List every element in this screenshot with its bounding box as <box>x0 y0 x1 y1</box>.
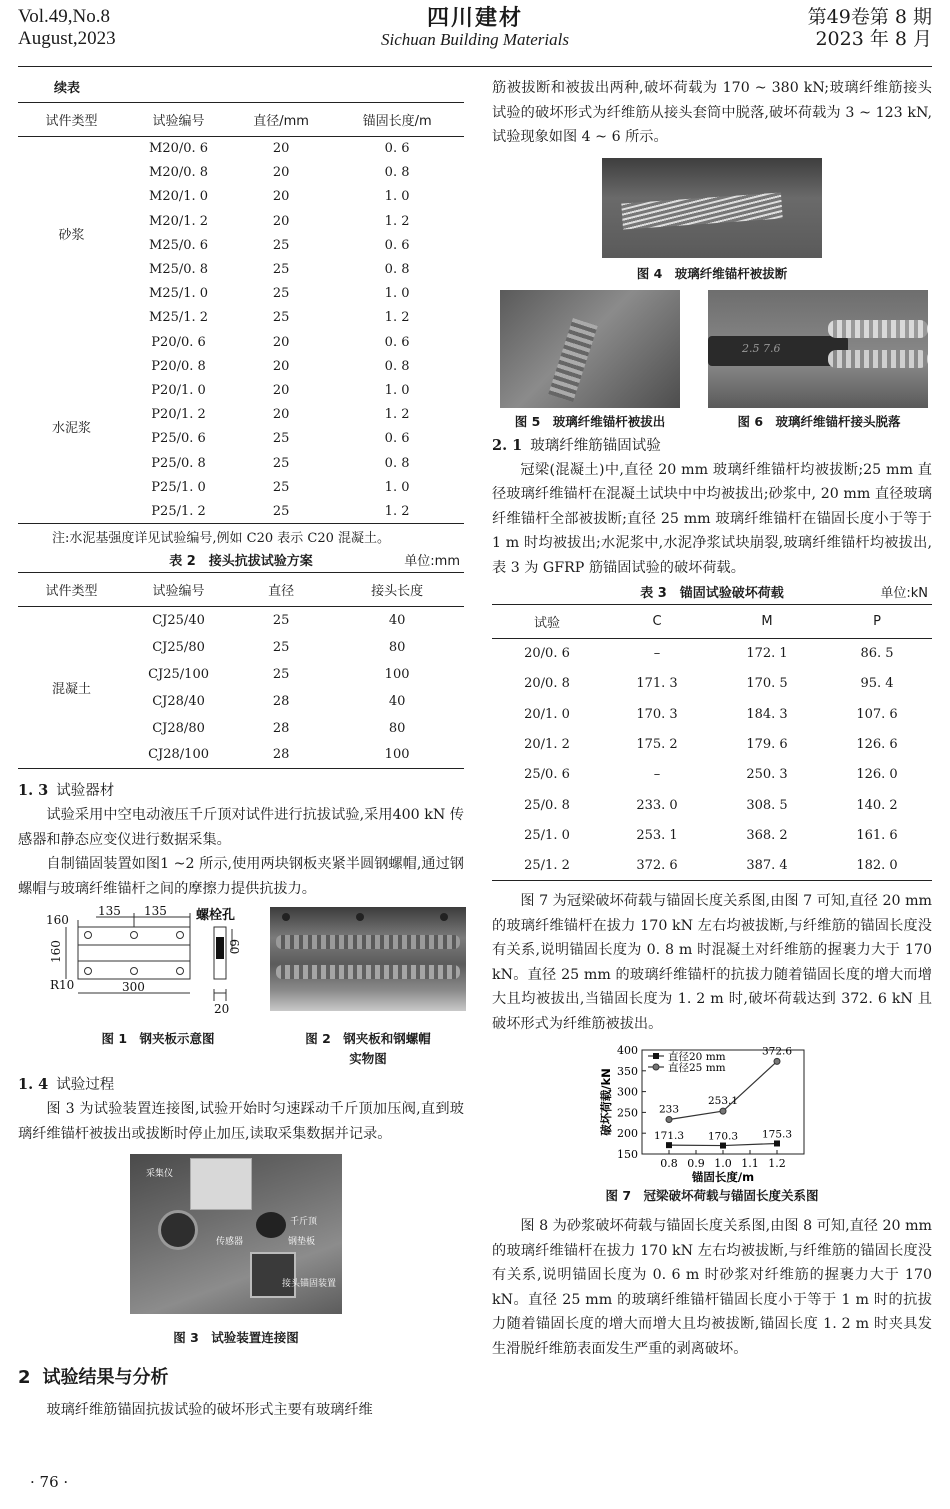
table-row <box>492 729 932 759</box>
cell-test: 20/0. 6 <box>524 646 570 662</box>
cell-c: 253. 1 <box>636 827 678 843</box>
paragraph: 自制锚固装置如图1 ~2 所示,使用两块钢板夹紧半圆钢螺帽,通过钢螺帽与玻璃纤维锚杆之间的摩擦力提供抗拔力。 <box>18 856 464 897</box>
dim-r10: R10 <box>50 978 75 992</box>
col-header: 试验编号 <box>125 103 232 137</box>
cell-diameter: 25 <box>272 666 290 682</box>
cell-specimen-id: P20/0. 6 <box>151 334 206 350</box>
col-header: 直径/mm <box>232 103 330 137</box>
cell-specimen-id: M20/0. 8 <box>149 165 209 181</box>
paragraph: 筋被拔断和被拔出两种,破坏荷载为 170 ~ 380 kN;玻璃纤维筋接头试验的破坏形式为纤维筋从接头套筒中脱落,破坏荷载为 3 ~ 123 kN,试验现象如图 4 ~ 6 所示。 <box>492 80 932 145</box>
table-row <box>18 137 464 161</box>
cell-diameter: 20 <box>272 141 290 157</box>
y-tick-label: 150 <box>617 1148 638 1162</box>
cell-diameter: 20 <box>272 189 290 205</box>
table2-title: 表 2 接头抗拔试验方案 <box>169 554 313 569</box>
bolt-hole <box>177 932 184 939</box>
label-jack: 千斤顶 <box>290 1217 318 1227</box>
cell-specimen-id: CJ25/40 <box>152 612 205 628</box>
fig1-caption: 图 1 钢夹板示意图 <box>101 1031 215 1046</box>
cell-diameter: 28 <box>272 693 290 709</box>
cell-diameter: 25 <box>272 262 290 278</box>
cell-diameter: 25 <box>272 479 290 495</box>
cell-diameter: 25 <box>272 431 290 447</box>
table2-unit: 单位:mm <box>404 554 460 569</box>
cell-anchor-length: 1. 2 <box>330 499 464 523</box>
cell-specimen-id: CJ25/80 <box>152 639 205 655</box>
cell-anchor-length: 0. 6 <box>384 141 410 157</box>
cell-specimen-id: P25/1. 2 <box>125 499 232 523</box>
cell-anchor-length: 0. 8 <box>384 165 410 181</box>
cell-p: 182. 0 <box>822 851 932 881</box>
journal-subtitle: Sichuan Building Materials <box>381 30 569 49</box>
label-sensor: 传感器 <box>216 1237 244 1247</box>
data-label: 233 <box>658 1103 680 1116</box>
cell-diameter: 25 <box>272 286 290 302</box>
data-point-d25 <box>720 1108 726 1114</box>
row-group-label: 砂浆 <box>58 228 85 243</box>
bolt-hole <box>85 932 92 939</box>
paragraph: 玻璃纤维筋锚固抗拔试验的破坏形式主要有玻璃纤维 <box>46 1402 373 1418</box>
x-axis-label: 锚固长度/m <box>691 1170 755 1185</box>
figures-1-2 <box>18 905 464 1073</box>
cell-specimen-id: CJ25/100 <box>148 666 209 682</box>
fig5-photo <box>500 290 680 408</box>
cell-m: 387. 4 <box>712 851 822 881</box>
fig6-marking: 2.5 7.6 <box>742 341 781 355</box>
data-label: 175.3 <box>761 1128 793 1141</box>
cell-diameter: 25 <box>272 639 290 655</box>
data-point-d20 <box>666 1143 672 1149</box>
steel-plate-outline <box>78 927 190 979</box>
table1-note: 注:水泥基强度详见试验编号,例如 C20 表示 C20 混凝土。 <box>52 531 391 546</box>
col-header: P <box>822 605 932 639</box>
cell-diameter: 28 <box>272 720 290 736</box>
fig3-caption: 图 3 试验装置连接图 <box>173 1330 299 1345</box>
journal-volume-cn <box>808 6 932 50</box>
bolt-hole <box>177 968 184 975</box>
publication-date-cn: 2023 年 8 月 <box>815 28 932 50</box>
x-tick-label: 0.8 <box>660 1157 678 1171</box>
cell-anchor-length: 0. 8 <box>384 358 410 374</box>
fig6-photo <box>708 290 928 408</box>
y-tick-label: 400 <box>617 1044 638 1058</box>
cell-p: 126. 6 <box>856 737 898 753</box>
cell-specimen-id: M25/0. 6 <box>149 237 209 253</box>
cell-specimen-id: M20/0. 6 <box>149 141 209 157</box>
y-tick-label: 350 <box>617 1065 638 1079</box>
table3-title: 表 3 锚固试验破坏荷载 <box>640 586 784 601</box>
x-tick-label: 0.9 <box>687 1157 705 1171</box>
section-2-1-heading <box>492 434 932 458</box>
dim-135b: 135 <box>144 905 167 918</box>
col-header: 试验编号 <box>125 573 232 607</box>
label-acquisition: 采集仪 <box>146 1169 174 1179</box>
table3 <box>492 604 932 881</box>
section-number: 1. 4 <box>18 1076 49 1093</box>
cell-c: – <box>653 646 661 662</box>
fig1-diagram <box>46 905 266 1015</box>
fig4-photo <box>602 158 822 258</box>
section-number: 2 <box>18 1367 31 1388</box>
cell-diameter: 25 <box>232 499 330 523</box>
cell-anchor-length: 1. 2 <box>384 407 410 423</box>
cell-diameter: 25 <box>272 612 290 628</box>
cell-test: 20/1. 0 <box>524 706 570 722</box>
y-axis-label: 破坏荷载/kN <box>599 1068 613 1137</box>
cell-test: 25/1. 0 <box>524 827 570 843</box>
table-row <box>492 669 932 699</box>
label-anchor-device: 接头锚固装置 <box>282 1279 337 1289</box>
section-number: 1. 3 <box>18 782 49 799</box>
section-title: 玻璃纤维筋锚固试验 <box>530 437 661 454</box>
dim-160-side: 160 <box>49 940 63 963</box>
row-group-label: 水泥浆 <box>18 330 125 524</box>
cell-specimen-id: M25/1. 2 <box>149 310 209 326</box>
section-2-heading <box>18 1364 464 1392</box>
legend-marker-circle <box>653 1064 659 1070</box>
section-1-3-heading <box>18 779 464 803</box>
nut-profile-fill <box>216 937 224 959</box>
fig2-caption-line2: 实物图 <box>349 1051 387 1066</box>
cell-diameter: 20 <box>272 165 290 181</box>
fig2-caption <box>270 1029 466 1069</box>
cell-diameter: 28 <box>232 742 330 769</box>
dim-300: 300 <box>122 980 145 994</box>
cell-p: 107. 6 <box>856 706 898 722</box>
table1-continued <box>18 102 464 524</box>
cell-m: 184. 3 <box>746 706 788 722</box>
paragraph: 冠梁(混凝土)中,直径 20 mm 玻璃纤维锚杆均被拔断;25 mm 直径玻璃纤维锚杆在混凝土试块中中均被拔出;砂浆中, 20 mm 直径玻璃纤维锚杆全部被拔断;直径 25 mm 玻璃纤维锚杆在锚固长度小于等于 1 m 时均被拔出;水泥浆中,水泥净浆试块崩裂,玻璃纤维锚杆均被拔出,表 3 为 GFRP 筋锚固试验的破坏荷载。 <box>492 461 932 576</box>
cell-anchor-length: 1. 2 <box>384 213 410 229</box>
data-point-d25 <box>774 1059 780 1065</box>
table-row <box>492 760 932 790</box>
table-row <box>492 790 932 820</box>
data-point-d20 <box>774 1141 780 1147</box>
legend-marker-square <box>653 1053 659 1059</box>
cell-anchor-length: 1. 0 <box>384 286 410 302</box>
cell-test: 20/1. 2 <box>524 737 570 753</box>
cell-specimen-id: P20/1. 0 <box>151 382 206 398</box>
cell-joint-length: 100 <box>384 666 410 682</box>
cell-specimen-id: P20/1. 2 <box>151 407 206 423</box>
dim-160-top: 160 <box>46 913 69 927</box>
cell-diameter: 25 <box>272 237 290 253</box>
paragraph: 试验采用中空电动液压千斤顶对试件进行抗拔试验,采用400 kN 传感器和静态应变仪进行数据采集。 <box>18 807 464 848</box>
y-tick-label: 300 <box>617 1085 638 1099</box>
cell-m: 250. 3 <box>746 767 788 783</box>
fig2-photo <box>270 907 466 1011</box>
page-number: · 76 · <box>30 1473 69 1491</box>
fig7-chart <box>492 1036 932 1186</box>
cell-diameter: 25 <box>272 455 290 471</box>
legend-entry: 直径20 mm <box>668 1051 726 1064</box>
table3-title-row <box>492 582 932 604</box>
table-row <box>18 607 464 634</box>
cell-m: 172. 1 <box>746 646 788 662</box>
bolt-hole <box>131 968 138 975</box>
cell-test: 25/0. 6 <box>524 767 570 783</box>
data-label: 171.3 <box>653 1130 685 1143</box>
header-rule <box>18 66 932 67</box>
fig3-photo <box>130 1154 342 1314</box>
col-header: 直径 <box>232 573 330 607</box>
table-row <box>492 639 932 669</box>
fig6-caption: 图 6 玻璃纤维锚杆接头脱落 <box>737 413 901 429</box>
legend-entry: 直径25 mm <box>668 1062 726 1075</box>
fig7-caption: 图 7 冠梁破坏荷载与锚固长度关系图 <box>605 1188 819 1204</box>
cell-anchor-length: 1. 0 <box>384 479 410 495</box>
col-header: 接头长度 <box>330 573 464 607</box>
data-point-d25 <box>666 1117 672 1123</box>
fig7 <box>492 1036 932 1214</box>
x-tick-label: 1.2 <box>768 1157 786 1171</box>
cell-test: 20/0. 8 <box>524 676 570 692</box>
data-label: 253.1 <box>707 1095 739 1108</box>
cell-m: 170. 5 <box>746 676 788 692</box>
fig5-caption: 图 5 玻璃纤维锚杆被拔出 <box>514 413 666 429</box>
cell-c: 170. 3 <box>636 706 678 722</box>
cell-joint-length: 100 <box>330 742 464 769</box>
cell-joint-length: 40 <box>388 693 406 709</box>
data-label: 170.3 <box>707 1130 739 1143</box>
cell-anchor-length: 0. 6 <box>384 431 410 447</box>
cell-anchor-length: 1. 2 <box>384 310 410 326</box>
cell-anchor-length: 0. 8 <box>384 455 410 471</box>
col-header: 锚固长度/m <box>330 103 464 137</box>
table-header-row <box>492 605 932 639</box>
x-tick-label: 1.0 <box>714 1157 732 1171</box>
cell-c: – <box>653 767 661 783</box>
y-tick-label: 200 <box>617 1127 638 1141</box>
cell-specimen-id: M20/1. 2 <box>149 213 209 229</box>
cell-specimen-id: M20/1. 0 <box>149 189 209 205</box>
cell-specimen-id: P20/0. 8 <box>151 358 206 374</box>
data-label: 372.6 <box>761 1045 793 1058</box>
cell-specimen-id: P25/0. 6 <box>151 431 206 447</box>
cell-m: 179. 6 <box>746 737 788 753</box>
table2-title-row <box>18 550 464 572</box>
cell-diameter: 20 <box>272 358 290 374</box>
cell-anchor-length: 0. 6 <box>384 334 410 350</box>
cell-joint-length: 80 <box>388 720 406 736</box>
cell-test: 25/0. 8 <box>524 797 570 813</box>
cell-diameter: 20 <box>272 213 290 229</box>
dim-135a: 135 <box>98 905 121 918</box>
data-point-d20 <box>720 1143 726 1149</box>
cell-anchor-length: 1. 0 <box>384 189 410 205</box>
cell-anchor-length: 0. 6 <box>384 237 410 253</box>
table-row <box>492 820 932 850</box>
table2 <box>18 572 464 769</box>
label-plate: 钢垫板 <box>288 1237 316 1247</box>
cell-joint-length: 80 <box>388 639 406 655</box>
cell-specimen-id: CJ28/40 <box>152 693 205 709</box>
bolt-hole <box>131 932 138 939</box>
fig4-caption: 图 4 玻璃纤维锚杆被拔断 <box>636 265 788 281</box>
cell-anchor-length: 1. 0 <box>384 382 410 398</box>
cell-p: 161. 6 <box>856 827 898 843</box>
table3-unit: 单位:kN <box>880 586 928 601</box>
cell-m: 368. 2 <box>746 827 788 843</box>
row-group-label: 混凝土 <box>18 607 125 769</box>
journal-logo: 四川建材 <box>426 5 523 31</box>
section-title: 试验过程 <box>56 1077 115 1093</box>
cell-p: 126. 0 <box>856 767 898 783</box>
cell-diameter: 20 <box>272 407 290 423</box>
y-tick-label: 250 <box>617 1106 638 1120</box>
bolt-hole-label: 螺栓孔 <box>196 908 236 923</box>
section-title: 试验结果与分析 <box>42 1367 169 1388</box>
cell-specimen-id: CJ28/100 <box>125 742 232 769</box>
col-header: 试件类型 <box>18 573 125 607</box>
cell-specimen-id: P25/1. 0 <box>151 479 206 495</box>
x-tick-label: 1.1 <box>741 1157 759 1171</box>
cell-p: 86. 5 <box>860 646 894 662</box>
table1-cont-label: 续表 <box>54 81 81 96</box>
section-title: 试验器材 <box>56 783 115 799</box>
cell-joint-length: 40 <box>388 612 406 628</box>
cell-c: 233. 0 <box>636 797 678 813</box>
fig2-caption-line1: 图 2 钢夹板和钢螺帽 <box>305 1031 431 1046</box>
cell-p: 140. 2 <box>856 797 898 813</box>
volume-issue: Vol.49,No.8 <box>18 6 111 27</box>
bolt-hole <box>85 968 92 975</box>
table-header-row <box>18 103 464 137</box>
cell-c: 175. 2 <box>636 737 678 753</box>
cell-diameter: 20 <box>272 334 290 350</box>
paragraph: 图 7 为冠梁破坏荷载与锚固长度关系图,由图 7 可知,直径 20 mm 的玻璃纤维锚杆在拔力 170 kN 左右均被拔断,与纤维筋的锚固长度没有关系,说明锚固长度为 0. 8 m 时混凝土对纤维筋的握裹力大于 170 kN。直径 25 mm 的玻璃纤维锚杆的抗拔力随着锚固长度的增大而增大且均被拔出,当锚固长度为 1. 2 m 时,破坏荷载达到 372. 6 kN 且破坏形式为纤维筋被拔出。 <box>492 893 932 1032</box>
table-header-row <box>18 573 464 607</box>
figures-5-6 <box>492 290 932 434</box>
cell-diameter: 25 <box>272 310 290 326</box>
col-header: 试验 <box>492 605 602 639</box>
cell-specimen-id: M25/0. 8 <box>149 262 209 278</box>
cell-specimen-id: CJ28/80 <box>152 720 205 736</box>
table-row <box>492 699 932 729</box>
volume-issue-cn: 第49卷第 8 期 <box>807 6 932 28</box>
col-header: M <box>712 605 822 639</box>
right-column <box>492 76 932 1361</box>
paragraph: 图 8 为砂浆破坏荷载与锚固长度关系图,由图 8 可知,直径 20 mm 的玻璃纤维锚杆在拔力 170 kN 左右均被拔断,与纤维筋的锚固长度没有关系,说明锚固长度为 0. 6 m 时砂浆对纤维筋的握裹力大于 170 kN。直径 25 mm 的玻璃纤维锚杆锚固长度小于等于 1 m 时的抗拔力随着锚固长度的增大而增大且均被拔断,锚固长度 1. 2 m 时夹具发生滑脱纤维筋表面发生严重的剥离破坏。 <box>492 1218 932 1357</box>
col-header: 试件类型 <box>18 103 125 137</box>
paragraph: 图 3 为试验装置连接图,试验开始时匀速踩动千斤顶加压阀,直到玻璃纤维锚杆被拔出或拔断时停止加压,读取采集数据并记录。 <box>18 1101 464 1142</box>
left-column <box>18 76 464 1423</box>
publication-date: August,2023 <box>18 28 116 49</box>
fig3 <box>18 1154 464 1364</box>
section-number: 2. 1 <box>492 436 523 454</box>
cell-c: 171. 3 <box>636 676 678 692</box>
cell-m: 308. 5 <box>746 797 788 813</box>
cell-diameter: 20 <box>272 382 290 398</box>
cell-test: 25/1. 2 <box>492 851 602 881</box>
cell-c: 372. 6 <box>602 851 712 881</box>
cell-p: 95. 4 <box>860 676 894 692</box>
section-1-4-heading <box>18 1073 464 1097</box>
cell-specimen-id: M25/1. 0 <box>149 286 209 302</box>
table-row <box>492 851 932 881</box>
col-header: C <box>602 605 712 639</box>
dim-20: 20 <box>214 1002 230 1015</box>
dim-60: 60 <box>227 939 241 955</box>
cell-anchor-length: 0. 8 <box>384 262 410 278</box>
cell-specimen-id: P25/0. 8 <box>151 455 206 471</box>
table-row <box>18 330 464 354</box>
